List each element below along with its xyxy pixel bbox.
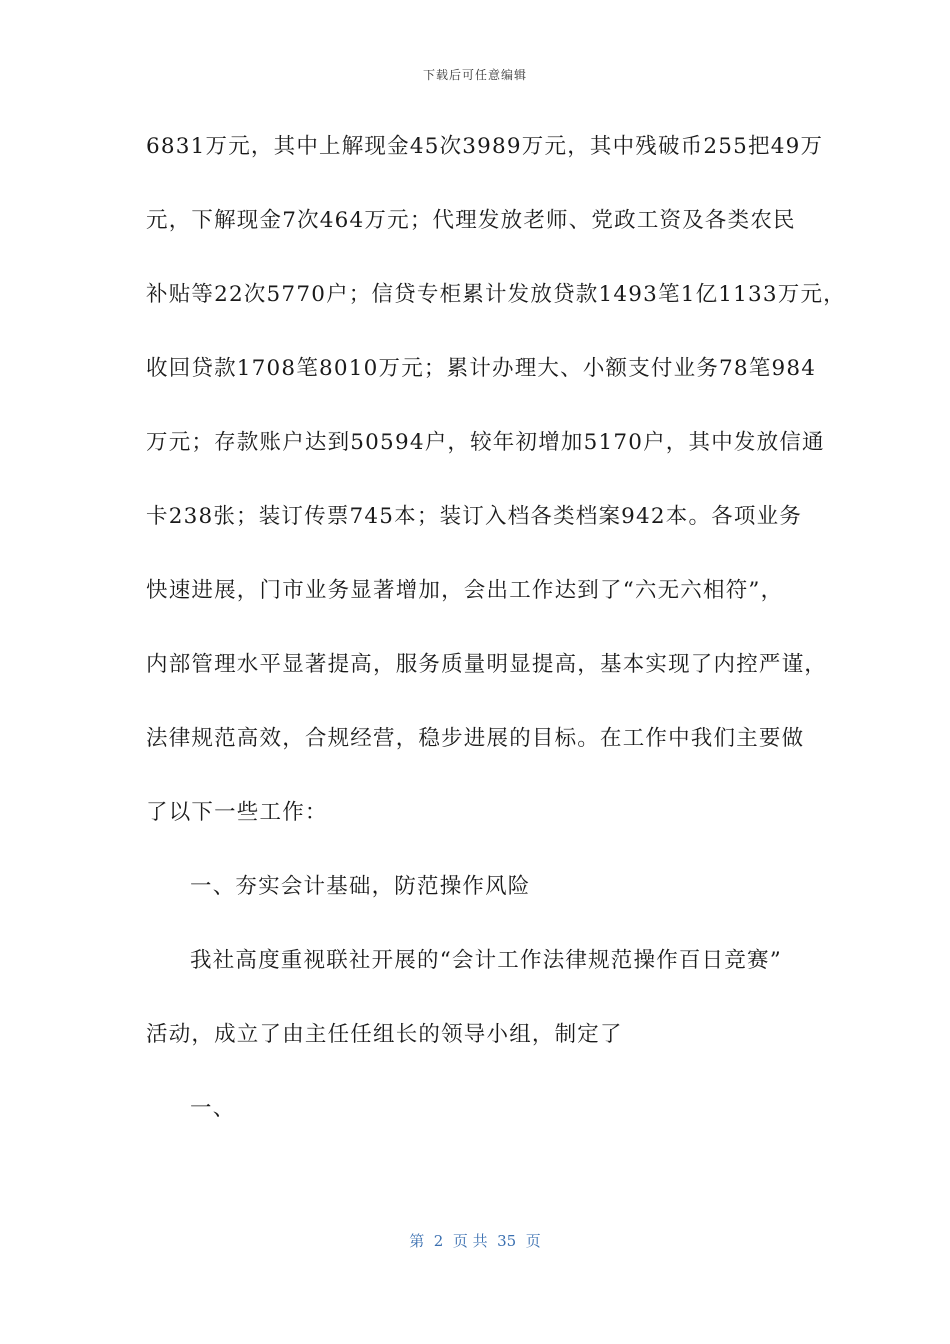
text-line: 补贴等22次5770户；信贷专柜累计发放贷款1493笔1亿1133万元， [146, 282, 846, 307]
text-line: 卡238张；装订传票745本；装订入档各类档案942本。各项业务 [146, 504, 803, 529]
text-line: 收回贷款1708笔8010万元；累计办理大、小额支付业务78笔984 [146, 356, 817, 381]
page-footer: 第 2 页 共 35 页 [409, 1232, 541, 1250]
text-line: 了以下一些工作： [146, 800, 328, 825]
text-line: 万元；存款账户达到50594户，较年初增加5170户，其中发放信通 [146, 430, 825, 455]
text-line: 活动，成立了由主任任组长的领导小组，制定了 [146, 1022, 623, 1047]
paragraph-start: 我社高度重视联社开展的“会计工作法律规范操作百日竞赛” [190, 948, 782, 973]
text-line: 6831万元，其中上解现金45次3989万元，其中残破币255把49万 [146, 134, 824, 159]
text-line: 元，下解现金7次464万元；代理发放老师、党政工资及各类农民 [146, 208, 796, 233]
section-heading: 一、夯实会计基础，防范操作风险 [190, 874, 531, 899]
text-line: 法律规范高效，合规经营，稳步进展的目标。在工作中我们主要做 [146, 726, 805, 751]
list-marker: 一、 [190, 1096, 236, 1121]
text-line: 快速进展，门市业务显著增加，会出工作达到了“六无六相符”， [146, 578, 784, 603]
text-line: 内部管理水平显著提高，服务质量明显提高，基本实现了内控严谨， [146, 652, 828, 677]
body-text [146, 128, 846, 1164]
page-header: 下载后可任意编辑 [422, 68, 527, 82]
